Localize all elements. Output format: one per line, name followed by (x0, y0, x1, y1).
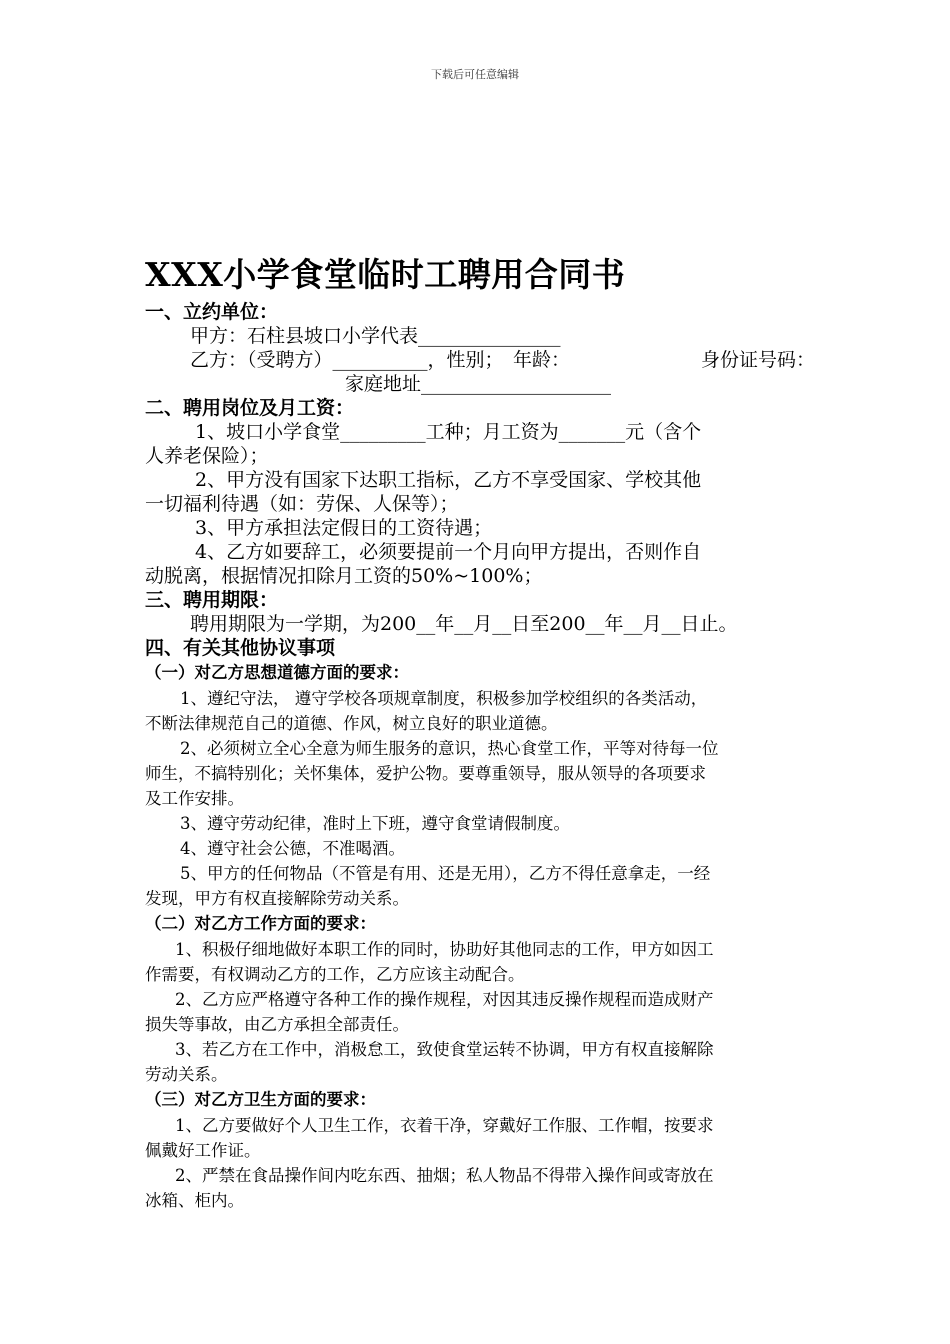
subsection-2-line: 劳动关系。 (145, 1065, 228, 1084)
subsection-3-line: 佩戴好工作证。 (145, 1141, 261, 1160)
subsection-1-line: 1、遵纪守法， 遵守学校各项规章制度，积极参加学校组织的各类活动， (180, 689, 708, 708)
subsection-2-line: 1、积极仔细地做好本职工作的同时，协助好其他同志的工作，甲方如因工 (175, 940, 714, 959)
address-line: 家庭地址____________________ (345, 373, 612, 395)
subsection-1-line: 3、遵守劳动纪律，准时上下班，遵守食堂请假制度。 (180, 814, 570, 833)
subsection-1-line: 师生，不搞特别化；关怀集体，爱护公物。要尊重领导，服从领导的各项要求 (145, 764, 706, 783)
subsection-1-line: 5、甲方的任何物品（不管是有用、还是无用），乙方不得任意拿走，一经 (180, 864, 711, 883)
subsection-3-line: 冰箱、柜内。 (145, 1191, 244, 1210)
header-note: 下载后可任意编辑 (431, 68, 519, 81)
party-b-left: 乙方：（受聘方）__________，性别； 年龄： (190, 349, 571, 371)
section-2-line: 2、甲方没有国家下达职工指标，乙方不享受国家、学校其他 (195, 469, 702, 491)
document-title: XXX小学食堂临时工聘用合同书 (145, 255, 626, 294)
party-b-id-label: 身份证号码： (700, 349, 815, 371)
subsection-1-line: 及工作安排。 (145, 789, 244, 808)
section-2-line: 3、甲方承担法定假日的工资待遇； (195, 517, 493, 539)
subsection-1-heading: （一）对乙方思想道德方面的要求： (145, 663, 409, 682)
section-1-heading: 一、立约单位： (145, 301, 279, 323)
section-2-line: 人养老保险）； (145, 445, 269, 467)
subsection-1-line: 发现，甲方有权直接解除劳动关系。 (145, 889, 409, 908)
subsection-2-line: 作需要，有权调动乙方的工作，乙方应该主动配合。 (145, 965, 525, 984)
subsection-1-line: 2、必须树立全心全意为师生服务的意识，热心食堂工作，平等对待每一位 (180, 739, 719, 758)
term-line: 聘用期限为一学期，为200__年__月__日至200__年__月__日止。 (190, 613, 738, 635)
subsection-2-line: 2、乙方应严格遵守各种工作的操作规程，对因其违反操作规程而造成财产 (175, 990, 714, 1009)
section-2-line: 动脱离，根据情况扣除月工资的50%~100%； (145, 565, 543, 587)
subsection-1-line: 不断法律规范自己的道德、作风，树立良好的职业道德。 (145, 714, 558, 733)
section-4-heading: 四、有关其他协议事项 (145, 637, 336, 659)
party-a-line: 甲方：石柱县坡口小学代表_______________ (190, 325, 561, 347)
subsection-2-line: 3、若乙方在工作中，消极怠工，致使食堂运转不协调，甲方有权直接解除 (175, 1040, 714, 1059)
section-2-line: 一切福利待遇（如：劳保、人保等）； (145, 493, 459, 515)
subsection-2-line: 损失等事故，由乙方承担全部责任。 (145, 1015, 409, 1034)
party-b-line (145, 348, 815, 372)
contract-body (145, 250, 815, 1213)
subsection-3-line: 1、乙方要做好个人卫生工作，衣着干净，穿戴好工作服、工作帽，按要求 (175, 1116, 714, 1135)
subsection-1-line: 4、遵守社会公德，不准喝酒。 (180, 839, 405, 858)
section-2-line: 1、坡口小学食堂_________工种；月工资为_______元（含个 (195, 421, 702, 443)
subsection-3-line: 2、严禁在食品操作间内吃东西、抽烟；私人物品不得带入操作间或寄放在 (175, 1166, 714, 1185)
section-2-line: 4、乙方如要辞工，必须要提前一个月向甲方提出，否则作自 (195, 541, 702, 563)
section-2-heading: 二、聘用岗位及月工资： (145, 397, 355, 419)
subsection-2-heading: （二）对乙方工作方面的要求： (145, 914, 376, 933)
subsection-3-heading: （三）对乙方卫生方面的要求： (145, 1090, 376, 1109)
section-3-heading: 三、聘用期限： (145, 589, 279, 611)
